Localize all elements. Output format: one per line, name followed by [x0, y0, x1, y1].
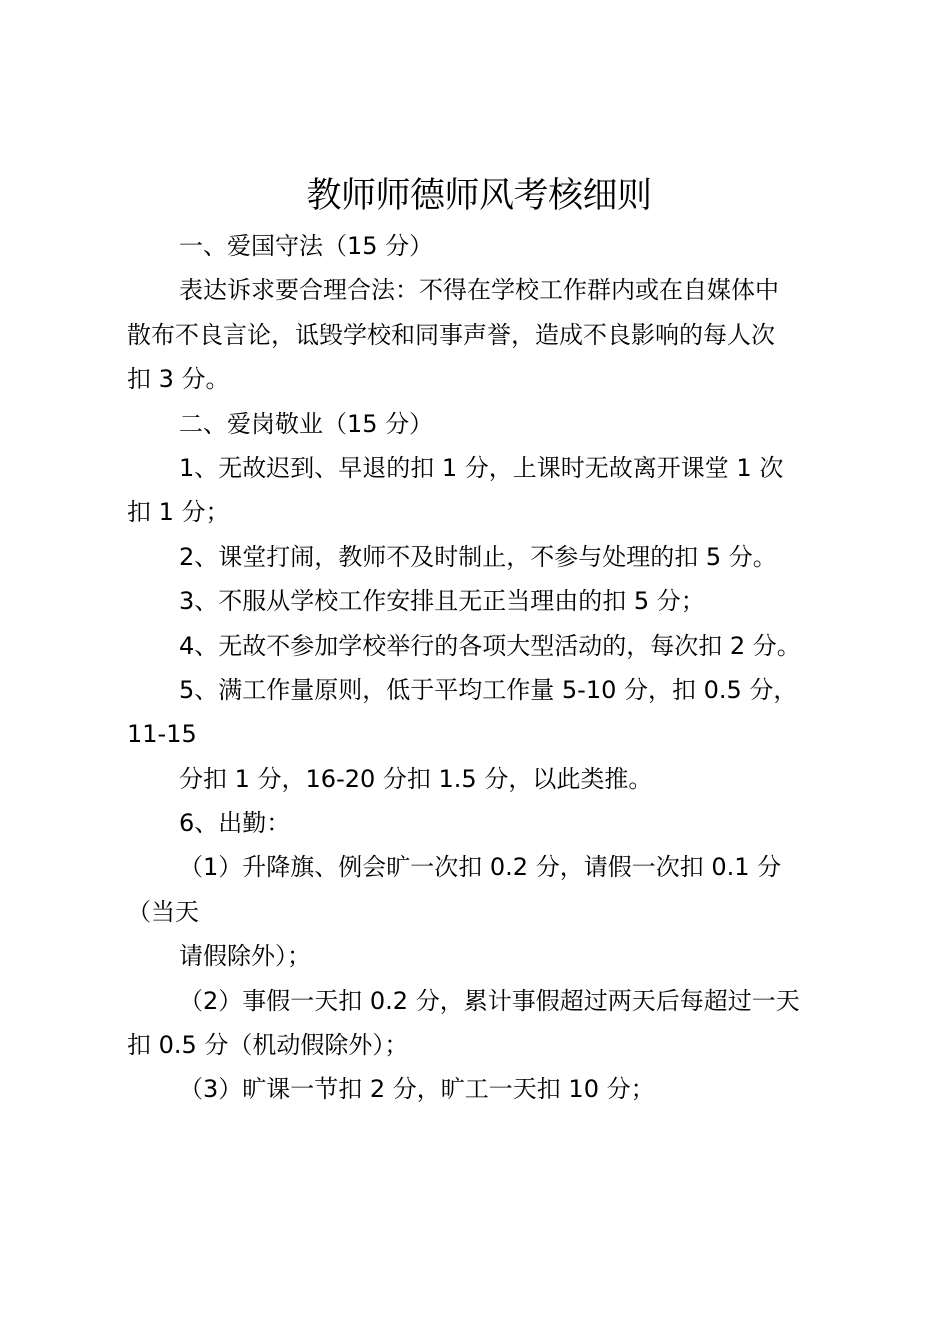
paragraph-line: （1）升降旗、例会旷一次扣 0.2 分，请假一次扣 0.1 分 — [179, 853, 782, 882]
paragraph-line: 扣 1 分； — [127, 498, 230, 527]
paragraph-line: 二、爱岗敬业（15 分） — [179, 409, 434, 438]
paragraph-line: 3、不服从学校工作安排且无正当理由的扣 5 分； — [179, 587, 705, 616]
paragraph-line: 分扣 1 分，16-20 分扣 1.5 分，以此类推。 — [179, 764, 653, 793]
paragraph-line: 扣 0.5 分（机动假除外）； — [127, 1031, 409, 1060]
paragraph-line: 表达诉求要合理合法：不得在学校工作群内或在自媒体中 — [179, 276, 779, 305]
paragraph-line: 散布不良言论，诋毁学校和同事声誉，造成不良影响的每人次 — [127, 320, 775, 349]
paragraph-line: 4、无故不参加学校举行的各项大型活动的，每次扣 2 分。 — [179, 631, 801, 660]
paragraph-line: 6、出勤： — [179, 809, 291, 838]
paragraph-line: （3）旷课一节扣 2 分，旷工一天扣 10 分； — [179, 1075, 655, 1104]
paragraph-line: 5、满工作量原则，低于平均工作量 5-10 分，扣 0.5 分， — [179, 675, 798, 704]
document-title: 教师师德师风考核细则 — [306, 176, 652, 216]
paragraph-line: 11-15 — [127, 720, 197, 749]
paragraph-line: 扣 3 分。 — [127, 365, 230, 394]
paragraph-line: （当天 — [127, 897, 199, 926]
paragraph-line: 2、课堂打闹，教师不及时制止，不参与处理的扣 5 分。 — [179, 542, 777, 571]
paragraph-line: （2）事假一天扣 0.2 分，累计事假超过两天后每超过一天 — [179, 986, 800, 1015]
paragraph-line: 请假除外）； — [179, 942, 311, 971]
paragraph-line: 一、爱国守法（15 分） — [179, 232, 434, 260]
document-body — [127, 224, 837, 1112]
paragraph-line: 1、无故迟到、早退的扣 1 分，上课时无故离开课堂 1 次 — [179, 453, 784, 482]
